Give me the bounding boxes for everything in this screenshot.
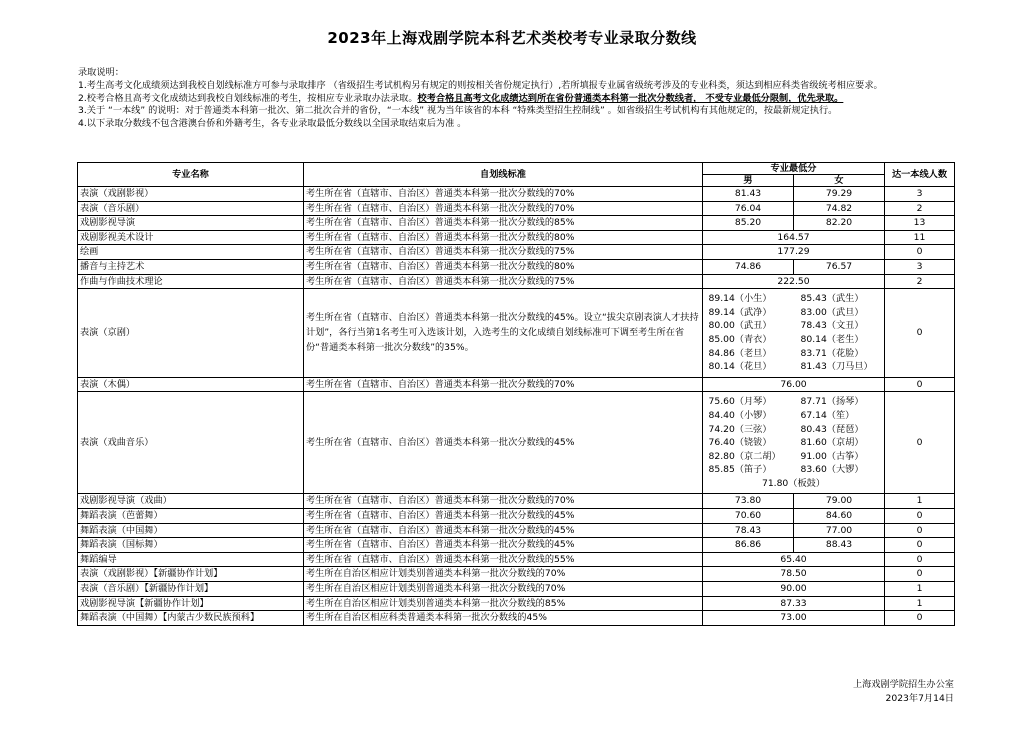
header-count: 达一本线人数 <box>885 163 955 187</box>
score-cell: 73.00 <box>703 611 885 626</box>
table-row <box>78 187 955 202</box>
count-cell: 1 <box>885 494 955 509</box>
score-cell: 164.57 <box>703 230 885 245</box>
male-score-cell: 73.80 <box>703 494 794 509</box>
male-score-cell: 81.43 <box>703 187 794 202</box>
major-cell: 表演（戏剧影视）【新疆协作计划】 <box>78 567 304 582</box>
standard-cell: 考生所在省（直辖市、自治区）普通类本科第一批次分数线的55% <box>304 552 703 567</box>
major-cell: 表演（音乐剧） <box>78 201 304 216</box>
header-major: 专业名称 <box>78 163 304 187</box>
score-item: 85.43（武生） <box>800 293 864 305</box>
count-cell: 2 <box>885 201 955 216</box>
score-pair <box>705 347 882 361</box>
score-list-cell <box>703 289 885 378</box>
score-item: 82.80（京二胡） <box>708 450 781 462</box>
standard-cell: 考生所在省（直辖市、自治区）普通类本科第一批次分数线的70% <box>304 187 703 202</box>
standard-cell: 考生所在省（直辖市、自治区）普通类本科第一批次分数线的45% <box>304 392 703 494</box>
page-title: 2023年上海戏剧学院本科艺术类校考专业录取分数线 <box>327 29 697 47</box>
score-item: 84.40（小锣） <box>708 409 772 421</box>
score-item: 78.43（文丑） <box>800 320 864 332</box>
major-cell: 戏剧影视导演（戏曲） <box>78 494 304 509</box>
standard-cell: 考生所在省（直辖市、自治区）普通类本科第一批次分数线的75% <box>304 245 703 260</box>
standard-cell: 考生所在省（直辖市、自治区）普通类本科第一批次分数线的45% <box>304 523 703 538</box>
standard-cell: 考生所在省（直辖市、自治区）普通类本科第一批次分数线的75% <box>304 274 703 289</box>
major-cell: 作曲与作曲技术理论 <box>78 274 304 289</box>
score-list-cell <box>703 392 885 494</box>
female-score-cell: 76.57 <box>794 259 885 274</box>
standard-cell: 考生所在省（直辖市、自治区）普通类本科第一批次分数线的45% <box>304 509 703 524</box>
standard-cell: 考生所在自治区相应计划类别普通类本科第一批次分数线的70% <box>304 567 703 582</box>
table-row <box>78 552 955 567</box>
score-pair <box>705 450 882 464</box>
table-row <box>78 611 955 626</box>
male-score-cell: 76.04 <box>703 201 794 216</box>
score-cell: 65.40 <box>703 552 885 567</box>
standard-cell: 考生所在省（直辖市、自治区）普通类本科第一批次分数线的85% <box>304 216 703 231</box>
admission-notes <box>78 67 958 131</box>
footer-date: 2023年7月14日 <box>885 693 954 704</box>
note-3: 3.关于 “一本线” 的说明：对于普通类本科第一批次、第二批次合并的省份，“一本线” 视为当年该省的本科 “特殊类型招生控制线” 。如省级招生考试机构有其他规定的，按最新规定执行。 <box>78 105 838 117</box>
standard-cell: 考生所在省（直辖市、自治区）普通类本科第一批次分数线的80% <box>304 230 703 245</box>
note-4: 4.以下录取分数线不包含港澳台侨和外籍考生，各专业录取最低分数线以全国录取结束后为准 。 <box>78 118 467 130</box>
standard-cell: 考生所在自治区相应计划类别普通类本科第一批次分数线的85% <box>304 596 703 611</box>
score-item: 83.60（大锣） <box>800 464 864 476</box>
score-pair <box>705 436 882 450</box>
female-score-cell: 77.00 <box>794 523 885 538</box>
major-cell: 舞蹈表演（中国舞） <box>78 523 304 538</box>
table-row <box>78 259 955 274</box>
score-item: 87.71（扬琴） <box>800 396 864 408</box>
score-item: 91.00（古筝） <box>800 450 864 462</box>
score-item: 89.14（小生） <box>708 293 772 305</box>
score-item: 83.71（花脸） <box>800 347 864 359</box>
major-cell: 戏剧影视导演 <box>78 216 304 231</box>
score-table-body <box>78 187 955 626</box>
score-pair <box>705 333 882 347</box>
major-cell: 绘画 <box>78 245 304 260</box>
score-pair <box>705 409 882 423</box>
score-cell: 90.00 <box>703 582 885 597</box>
score-pair <box>705 423 882 437</box>
major-cell: 戏剧影视美术设计 <box>78 230 304 245</box>
female-score-cell: 84.60 <box>794 509 885 524</box>
table-row <box>78 245 955 260</box>
score-item: 80.00（武丑） <box>708 320 772 332</box>
count-cell: 0 <box>885 509 955 524</box>
count-cell: 0 <box>885 377 955 392</box>
header-male: 男 <box>703 175 794 187</box>
female-score-cell: 74.82 <box>794 201 885 216</box>
score-cell: 76.00 <box>703 377 885 392</box>
standard-cell: 考生所在省（直辖市、自治区）普通类本科第一批次分数线的70% <box>304 377 703 392</box>
score-item: 76.40（铙钹） <box>708 437 772 449</box>
score-cell: 177.29 <box>703 245 885 260</box>
male-score-cell: 86.86 <box>703 538 794 553</box>
major-cell: 播音与主持艺术 <box>78 259 304 274</box>
score-item: 80.14（老生） <box>800 333 864 345</box>
count-cell: 0 <box>885 552 955 567</box>
major-cell: 表演（京剧） <box>78 289 304 378</box>
female-score-cell: 88.43 <box>794 538 885 553</box>
female-score-cell: 79.00 <box>794 494 885 509</box>
count-cell: 0 <box>885 245 955 260</box>
male-score-cell: 78.43 <box>703 523 794 538</box>
count-cell: 0 <box>885 523 955 538</box>
major-cell: 舞蹈表演（芭蕾舞） <box>78 509 304 524</box>
header-female: 女 <box>794 175 885 187</box>
score-item: 80.14（花旦） <box>708 361 772 373</box>
score-item: 83.00（武旦） <box>800 306 864 318</box>
major-cell: 舞蹈表演（国标舞） <box>78 538 304 553</box>
major-cell: 舞蹈编导 <box>78 552 304 567</box>
count-cell: 0 <box>885 392 955 494</box>
note-2-emphasis: 校考合格且高考文化成绩达到所在省份普通类本科第一批次分数线者， 不受专业最低分限制，优先录取。 <box>417 92 844 104</box>
notes-heading: 录取说明： <box>78 67 124 78</box>
header-min-score: 专业最低分 <box>703 163 885 175</box>
score-table <box>77 162 955 626</box>
major-cell: 表演（音乐剧）【新疆协作计划】 <box>78 582 304 597</box>
table-row <box>78 230 955 245</box>
count-cell: 13 <box>885 216 955 231</box>
count-cell: 1 <box>885 596 955 611</box>
table-row <box>78 201 955 216</box>
table-row <box>78 509 955 524</box>
count-cell: 0 <box>885 289 955 378</box>
standard-cell: 考生所在自治区相应计划类别普通类本科第一批次分数线的70% <box>304 582 703 597</box>
score-pair <box>705 360 882 374</box>
count-cell: 3 <box>885 187 955 202</box>
table-row <box>78 596 955 611</box>
count-cell: 11 <box>885 230 955 245</box>
score-pair <box>705 463 882 477</box>
score-item: 89.14（武净） <box>708 306 772 318</box>
count-cell: 0 <box>885 567 955 582</box>
score-item: 71.80（板鼓） <box>761 477 826 489</box>
major-cell: 表演（木偶） <box>78 377 304 392</box>
score-pair <box>705 319 882 333</box>
female-score-cell: 79.29 <box>794 187 885 202</box>
standard-cell: 考生所在省（直辖市、自治区）普通类本科第一批次分数线的45%。设立“拔尖京剧表演人才扶持计划”，各行当第1名考生可入选该计划，入选考生的文化成绩自划线标准可下调至考生所在省份“普通类本科第一批次分数线”的35%。 <box>304 289 703 378</box>
count-cell: 3 <box>885 259 955 274</box>
male-score-cell: 70.60 <box>703 509 794 524</box>
standard-cell: 考生所在省（直辖市、自治区）普通类本科第一批次分数线的80% <box>304 259 703 274</box>
table-row <box>78 274 955 289</box>
major-cell: 表演（戏曲音乐） <box>78 392 304 494</box>
footer-office: 上海戏剧学院招生办公室 <box>852 679 954 690</box>
score-pair <box>705 395 882 409</box>
header-standard: 自划线标准 <box>304 163 703 187</box>
major-cell: 表演（戏剧影视） <box>78 187 304 202</box>
female-score-cell: 82.20 <box>794 216 885 231</box>
table-row <box>78 377 955 392</box>
table-row <box>78 523 955 538</box>
standard-cell: 考生所在省（直辖市、自治区）普通类本科第一批次分数线的70% <box>304 494 703 509</box>
score-cell: 78.50 <box>703 567 885 582</box>
count-cell: 1 <box>885 582 955 597</box>
table-row <box>78 392 955 494</box>
score-item: 85.85（笛子） <box>708 464 772 476</box>
score-item: 75.60（月琴） <box>708 396 772 408</box>
count-cell: 2 <box>885 274 955 289</box>
note-1: 1.考生高考文化成绩须达到我校自划线标准方可参与录取排序 （省级招生考试机构另有规定的则按相关省份规定执行）,若所填报专业属省级统考涉及的专业科类，须达到相应科类省级统考相应要求。 <box>78 79 883 91</box>
score-pair <box>705 306 882 320</box>
table-row <box>78 582 955 597</box>
male-score-cell: 85.20 <box>703 216 794 231</box>
score-cell: 87.33 <box>703 596 885 611</box>
standard-cell: 考生所在省（直辖市、自治区）普通类本科第一批次分数线的70% <box>304 201 703 216</box>
male-score-cell: 74.86 <box>703 259 794 274</box>
note-2-text: 2.校考合格且高考文化成绩达到我校自划线标准的考生，按相应专业录取办法录取。 <box>78 92 418 104</box>
score-cell: 222.50 <box>703 274 885 289</box>
score-item: 74.20（三弦） <box>708 423 772 435</box>
major-cell: 戏剧影视导演【新疆协作计划】 <box>78 596 304 611</box>
standard-cell: 考生所在省（直辖市、自治区）普通类本科第一批次分数线的45% <box>304 538 703 553</box>
standard-cell: 考生所在自治区相应科类普通类本科第一批次分数线的45% <box>304 611 703 626</box>
note-2 <box>78 93 958 106</box>
table-row <box>78 494 955 509</box>
score-item: 85.00（青衣） <box>708 333 772 345</box>
major-cell: 舞蹈表演（中国舞）【内蒙古少数民族预科】 <box>78 611 304 626</box>
score-item: 80.43（琵琶） <box>800 423 864 435</box>
score-item: 81.60（京胡） <box>800 437 864 449</box>
table-row <box>78 567 955 582</box>
score-item: 81.43（刀马旦） <box>800 361 873 373</box>
count-cell: 0 <box>885 538 955 553</box>
table-row <box>78 538 955 553</box>
score-item: 67.14（笙） <box>800 409 855 421</box>
table-row <box>78 289 955 378</box>
table-row <box>78 216 955 231</box>
score-pair <box>705 292 882 306</box>
score-item: 84.86（老旦） <box>708 347 772 359</box>
count-cell: 0 <box>885 611 955 626</box>
